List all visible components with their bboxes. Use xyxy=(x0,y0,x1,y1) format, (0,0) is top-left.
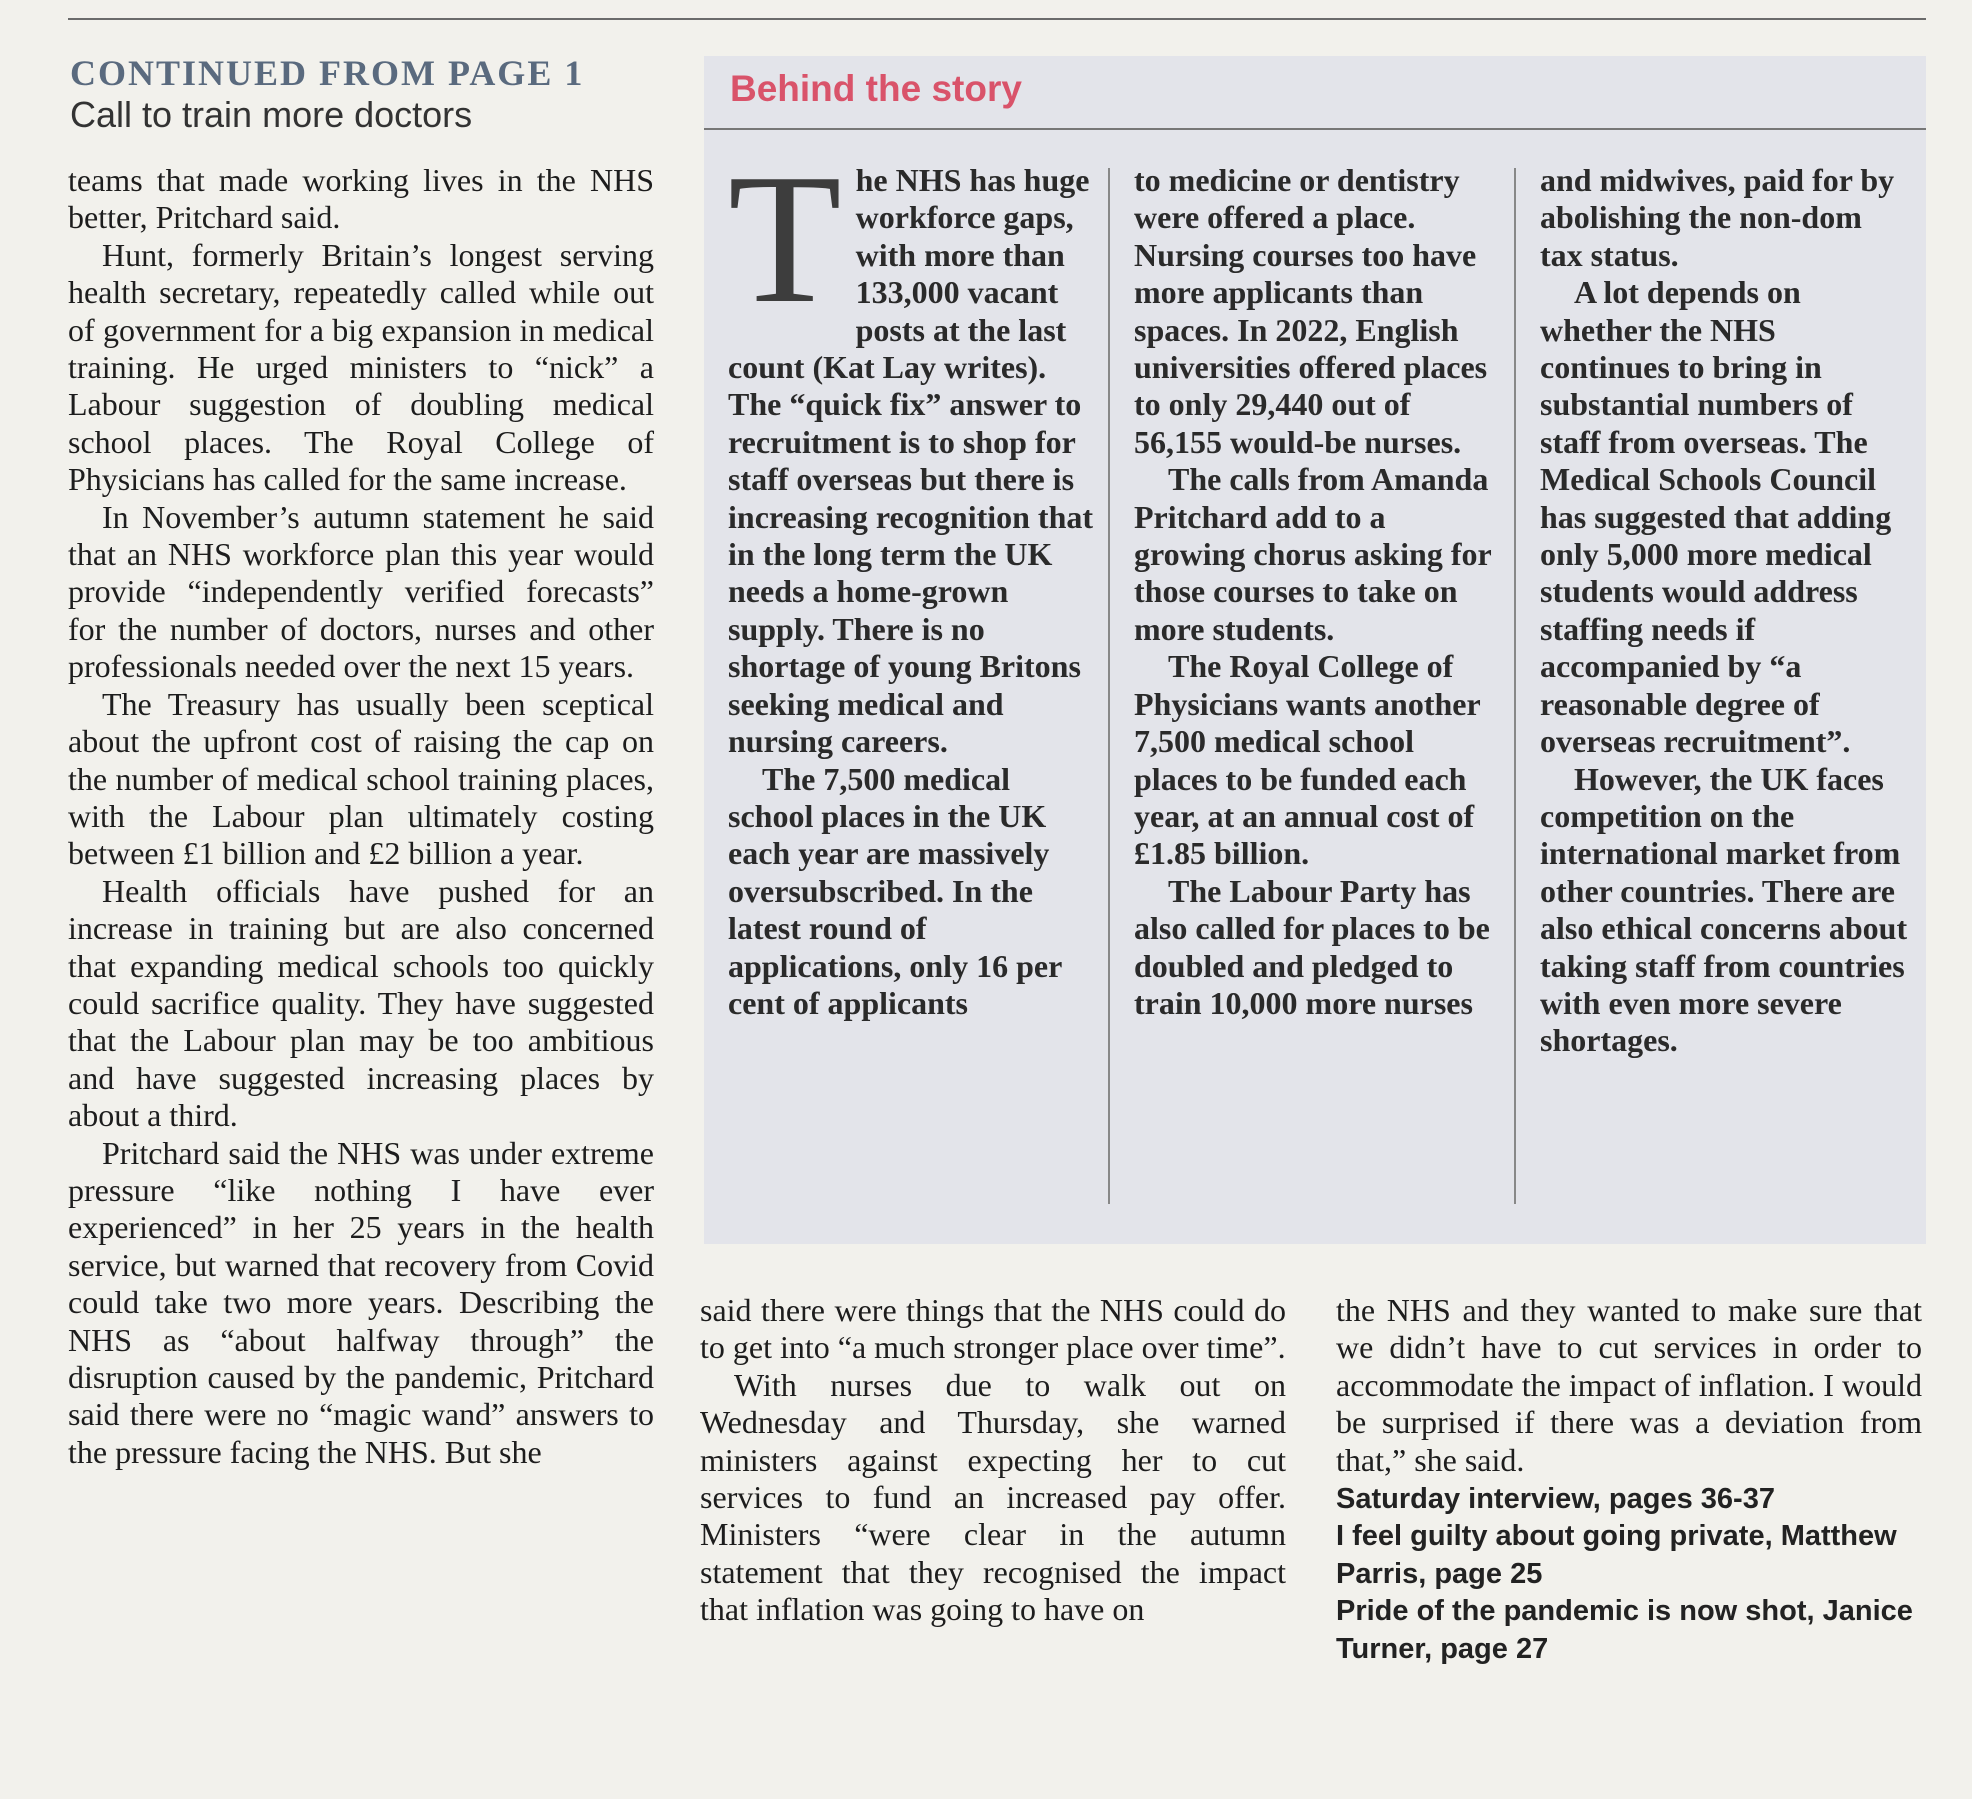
sidebar-lead-text: he NHS has huge workforce gaps, with more than 133,000 vacant posts at the last count (Kat Lay writes). The “quick fix” answer to recruitment is to shop for staff overseas but there is increasing recognition that in the long term the UK needs a home-grown supply. There is no shortage of young Britons seeking medical and nursing careers. xyxy=(728,162,1094,760)
right-column xyxy=(1336,1292,1922,1668)
paragraph: With nurses due to walk out on Wednesday and Thursday, she warned ministers against expecting her to cut services to fund an increased pay offer. Ministers “were clear in the autumn statement that they recognised the impact that inflation was going to have on xyxy=(700,1366,1286,1628)
paragraph: said there were things that the NHS could do to get into “a much stronger place over time”. xyxy=(700,1292,1286,1366)
paragraph: the NHS and they wanted to make sure that we didn’t have to cut services in order to accommodate the impact of inflation. I would be surprised if there was a deviation from that,” she said. xyxy=(1336,1292,1922,1478)
sidebar-rule xyxy=(704,128,1926,130)
sidebar-paragraph: and midwives, paid for by abolishing the non-dom tax status. xyxy=(1540,162,1895,273)
sidebar-paragraph: The calls from Amanda Pritchard add to a growing chorus asking for those courses to take on more students. xyxy=(1134,461,1492,647)
column-divider xyxy=(1514,168,1516,1204)
paragraph: The Treasury has usually been sceptical about the upfront cost of raising the cap on the number of medical school training places, with the Labour plan ultimately costing between £1 billion and £2 billion a year. xyxy=(68,685,654,872)
sidebar-paragraph: The Royal College of Physicians wants another 7,500 medical school places to be funded each year, at an annual cost of £1.85 billion. xyxy=(1134,648,1481,872)
column-divider xyxy=(1108,168,1110,1204)
sidebar-paragraph xyxy=(728,136,1096,761)
reference-janice-turner: Pride of the pandemic is now shot, Janice Turner, page 27 xyxy=(1336,1595,1913,1665)
top-rule xyxy=(68,18,1926,20)
reference-matthew-parris: I feel guilty about going private, Matthew Parris, page 25 xyxy=(1336,1520,1897,1590)
related-references xyxy=(1336,1481,1922,1668)
sidebar-column-3 xyxy=(1540,162,1908,1060)
article-subhead: Call to train more doctors xyxy=(70,94,473,135)
drop-cap: T xyxy=(728,136,842,342)
sidebar-paragraph: However, the UK faces competition on the international market from other countries. There are also ethical concerns about taking staff from countries with even more severe shortages. xyxy=(1540,760,1908,1059)
sidebar-title: Behind the story xyxy=(730,68,1022,109)
sidebar-paragraph: The Labour Party has also called for places to be doubled and pledged to train 10,000 more nurses xyxy=(1134,872,1490,1021)
continued-kicker: CONTINUED FROM PAGE 1 xyxy=(70,53,585,93)
middle-column xyxy=(700,1292,1286,1629)
paragraph: teams that made working lives in the NHS better, Pritchard said. xyxy=(68,162,654,236)
sidebar-paragraph: A lot depends on whether the NHS continues to bring in substantial numbers of staff from overseas. The Medical Schools Council has suggested that adding only 5,000 more medical students would address staffing needs if accompanied by “a reasonable degree of overseas recruitment”. xyxy=(1540,274,1892,760)
paragraph: Health officials have pushed for an increase in training but are also concerned that expanding medical schools too quickly could sacrifice quality. They have suggested that the Labour plan may be too ambitious and have suggested increasing places by about a third. xyxy=(68,872,654,1134)
paragraph: Hunt, formerly Britain’s longest serving health secretary, repeatedly called while out of government for a big expansion in medical training. He urged ministers to “nick” a Labour suggestion of doubling medical school places. The Royal College of Physicians has called for the same increase. xyxy=(68,236,654,498)
left-column xyxy=(68,162,654,1471)
paragraph: In November’s autumn statement he said that an NHS workforce plan this year would provide “independently verified forecasts” for the number of doctors, nurses and other professionals needed over the next 15 years. xyxy=(68,498,654,685)
sidebar-column-2 xyxy=(1134,162,1502,1022)
behind-the-story-box xyxy=(704,56,1926,1244)
reference-saturday-interview: Saturday interview, pages 36-37 xyxy=(1336,1483,1775,1516)
sidebar-paragraph: The 7,500 medical school places in the UK each year are massively oversubscribed. In the latest round of applications, only 16 per cent of applicants xyxy=(728,760,1062,1021)
sidebar-paragraph: to medicine or dentistry were offered a place. Nursing courses too have more applicants than spaces. In 2022, English universities offered places to only 29,440 out of 56,155 would-be nurses. xyxy=(1134,162,1488,460)
paragraph: Pritchard said the NHS was under extreme pressure “like nothing I have ever experienced” in her 25 years in the health service, but warned that recovery from Covid could take two more years. Describing the NHS as “about halfway through” the disruption caused by the pandemic, Pritchard said there were no “magic wand” answers to the pressure facing the NHS. But she xyxy=(68,1134,654,1470)
sidebar-column-1 xyxy=(728,136,1096,1022)
